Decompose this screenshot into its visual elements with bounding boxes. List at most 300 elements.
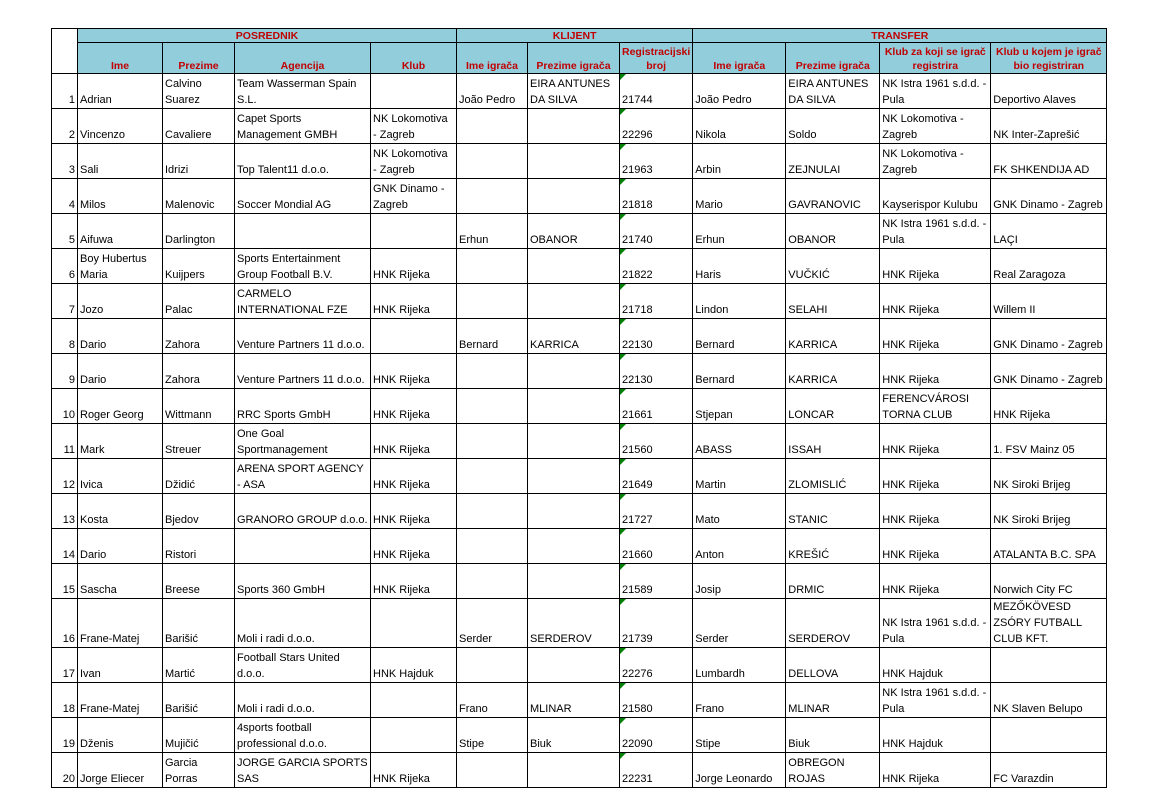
cell-klub-u-kojem: FC Varazdin xyxy=(991,753,1107,788)
header-ime: Ime xyxy=(78,43,163,74)
cell-transfer-prezime-igraca: KARRICA xyxy=(786,354,880,389)
table-row xyxy=(52,494,1107,529)
cell-ime: Frane-Matej xyxy=(78,599,163,648)
cell-klub-za-koji: NK Lokomotiva - Zagreb xyxy=(880,109,991,144)
cell-agencija: 4sports football professional d.o.o. xyxy=(235,718,371,753)
cell-agencija xyxy=(235,214,371,249)
cell-klub xyxy=(371,718,457,753)
cell-registracijski-broj xyxy=(620,284,693,319)
cell-ime-igraca xyxy=(457,249,528,284)
cell-prezime: Garcia Porras xyxy=(163,753,235,788)
cell-prezime-igraca xyxy=(528,284,620,319)
cell-klub: HNK Rijeka xyxy=(371,389,457,424)
row-number: 14 xyxy=(52,529,78,564)
cell-klub-u-kojem: NK Inter-Zaprešić xyxy=(991,109,1107,144)
header-agencija: Agencija xyxy=(235,43,371,74)
header-ime-igraca: Ime igrača xyxy=(457,43,528,74)
cell-klub-u-kojem: FK SHKENDIJA AD xyxy=(991,144,1107,179)
cell-transfer-prezime-igraca: GAVRANOVIC xyxy=(786,179,880,214)
cell-klub: HNK Rijeka xyxy=(371,284,457,319)
cell-klub-za-koji: Kayserispor Kulubu xyxy=(880,179,991,214)
row-number: 5 xyxy=(52,214,78,249)
cell-prezime-igraca: SERDEROV xyxy=(528,599,620,648)
cell-klub-u-kojem xyxy=(991,718,1107,753)
cell-agencija: Soccer Mondial AG xyxy=(235,179,371,214)
cell-transfer-ime-igraca: Frano xyxy=(693,683,786,718)
error-indicator-icon xyxy=(620,494,626,500)
cell-klub-za-koji: HNK Rijeka xyxy=(880,494,991,529)
cell-ime: Roger Georg xyxy=(78,389,163,424)
header-prezime: Prezime xyxy=(163,43,235,74)
row-number: 20 xyxy=(52,753,78,788)
group-transfer: TRANSFER xyxy=(693,29,1107,43)
error-indicator-icon xyxy=(620,214,626,220)
cell-ime-igraca xyxy=(457,179,528,214)
row-number: 12 xyxy=(52,459,78,494)
registration-number: 21718 xyxy=(622,304,653,316)
cell-ime-igraca xyxy=(457,648,528,683)
cell-ime-igraca xyxy=(457,144,528,179)
cell-prezime: Streuer xyxy=(163,424,235,459)
cell-transfer-prezime-igraca: OBANOR xyxy=(786,214,880,249)
cell-transfer-ime-igraca: Mario xyxy=(693,179,786,214)
header-prezime-igraca: Prezime igrača xyxy=(528,43,620,74)
cell-prezime: Zahora xyxy=(163,354,235,389)
registration-number: 21744 xyxy=(622,94,653,106)
row-number: 6 xyxy=(52,249,78,284)
cell-transfer-ime-igraca: Mato xyxy=(693,494,786,529)
row-number: 1 xyxy=(52,74,78,109)
cell-klub-u-kojem: GNK Dinamo - Zagreb xyxy=(991,319,1107,354)
cell-prezime-igraca: MLINAR xyxy=(528,683,620,718)
cell-registracijski-broj xyxy=(620,599,693,648)
cell-prezime: Mujičić xyxy=(163,718,235,753)
registration-number: 21818 xyxy=(622,199,653,211)
row-number: 4 xyxy=(52,179,78,214)
row-number: 19 xyxy=(52,718,78,753)
cell-klub-u-kojem: NK Siroki Brijeg xyxy=(991,459,1107,494)
cell-agencija: Sports Entertainment Group Football B.V. xyxy=(235,249,371,284)
cell-ime-igraca xyxy=(457,753,528,788)
cell-ime: Mark xyxy=(78,424,163,459)
cell-klub xyxy=(371,74,457,109)
cell-transfer-prezime-igraca: SERDEROV xyxy=(786,599,880,648)
table-row xyxy=(52,529,1107,564)
cell-agencija: One Goal Sportmanagement xyxy=(235,424,371,459)
row-number: 16 xyxy=(52,599,78,648)
error-indicator-icon xyxy=(620,529,626,535)
error-indicator-icon xyxy=(620,564,626,570)
error-indicator-icon xyxy=(620,683,626,689)
group-klijent: KLIJENT xyxy=(457,29,693,43)
cell-ime-igraca: João Pedro xyxy=(457,74,528,109)
cell-agencija: RRC Sports GmbH xyxy=(235,389,371,424)
cell-transfer-prezime-igraca: Biuk xyxy=(786,718,880,753)
cell-transfer-prezime-igraca: MLINAR xyxy=(786,683,880,718)
error-indicator-icon xyxy=(620,319,626,325)
cell-klub-u-kojem: LAÇI xyxy=(991,214,1107,249)
cell-prezime-igraca: Biuk xyxy=(528,718,620,753)
error-indicator-icon xyxy=(620,389,626,395)
cell-transfer-prezime-igraca: SELAHI xyxy=(786,284,880,319)
cell-ime: Jozo xyxy=(78,284,163,319)
cell-prezime-igraca xyxy=(528,389,620,424)
table-row xyxy=(52,214,1107,249)
cell-agencija: Capet Sports Management GMBH xyxy=(235,109,371,144)
registration-number: 21739 xyxy=(622,633,653,645)
table-row xyxy=(52,284,1107,319)
cell-agencija: Venture Partners 11 d.o.o. xyxy=(235,319,371,354)
table-row xyxy=(52,389,1107,424)
cell-transfer-prezime-igraca: ZEJNULAI xyxy=(786,144,880,179)
cell-prezime: Calvino Suarez xyxy=(163,74,235,109)
error-indicator-icon xyxy=(620,599,626,605)
cell-prezime: Idrizi xyxy=(163,144,235,179)
cell-prezime-igraca xyxy=(528,424,620,459)
cell-ime: Kosta xyxy=(78,494,163,529)
cell-registracijski-broj xyxy=(620,683,693,718)
cell-transfer-prezime-igraca: DELLOVA xyxy=(786,648,880,683)
cell-prezime-igraca xyxy=(528,648,620,683)
cell-ime: Dario xyxy=(78,354,163,389)
cell-prezime: Barišić xyxy=(163,599,235,648)
cell-ime-igraca xyxy=(457,354,528,389)
registration-number: 21589 xyxy=(622,584,653,596)
group-header-row xyxy=(52,29,1107,43)
cell-klub: HNK Rijeka xyxy=(371,529,457,564)
cell-prezime-igraca: OBANOR xyxy=(528,214,620,249)
cell-klub-za-koji: HNK Rijeka xyxy=(880,529,991,564)
registration-number: 21963 xyxy=(622,164,653,176)
cell-ime: Dario xyxy=(78,319,163,354)
registration-number: 21649 xyxy=(622,479,653,491)
cell-ime-igraca: Serder xyxy=(457,599,528,648)
column-header-row xyxy=(52,43,1107,74)
registration-number: 22090 xyxy=(622,738,653,750)
cell-registracijski-broj xyxy=(620,389,693,424)
cell-ime-igraca xyxy=(457,529,528,564)
error-indicator-icon xyxy=(620,459,626,465)
cell-prezime-igraca xyxy=(528,179,620,214)
cell-klub: HNK Hajduk xyxy=(371,648,457,683)
cell-transfer-ime-igraca: Lumbardh xyxy=(693,648,786,683)
registration-number: 22276 xyxy=(622,668,653,680)
error-indicator-icon xyxy=(620,284,626,290)
cell-ime-igraca xyxy=(457,459,528,494)
cell-ime: Ivica xyxy=(78,459,163,494)
row-number: 18 xyxy=(52,683,78,718)
cell-prezime: Zahora xyxy=(163,319,235,354)
cell-agencija: Sports 360 GmbH xyxy=(235,564,371,599)
cell-klub-za-koji: NK Istra 1961 s.d.d. - Pula xyxy=(880,599,991,648)
cell-ime-igraca: Erhun xyxy=(457,214,528,249)
cell-transfer-ime-igraca: Lindon xyxy=(693,284,786,319)
cell-prezime: Martić xyxy=(163,648,235,683)
cell-ime: Jorge Eliecer xyxy=(78,753,163,788)
cell-prezime-igraca xyxy=(528,529,620,564)
cell-transfer-ime-igraca: Nikola xyxy=(693,109,786,144)
row-number: 17 xyxy=(52,648,78,683)
cell-ime: Sali xyxy=(78,144,163,179)
cell-transfer-ime-igraca: Serder xyxy=(693,599,786,648)
cell-klub-u-kojem: Willem II xyxy=(991,284,1107,319)
row-number: 9 xyxy=(52,354,78,389)
cell-prezime: Breese xyxy=(163,564,235,599)
transfer-table xyxy=(51,28,1107,788)
cell-registracijski-broj xyxy=(620,753,693,788)
cell-ime-igraca xyxy=(457,494,528,529)
cell-klub: HNK Rijeka xyxy=(371,424,457,459)
registration-number: 22231 xyxy=(622,773,653,785)
cell-transfer-prezime-igraca: KARRICA xyxy=(786,319,880,354)
cell-transfer-prezime-igraca: STANIC xyxy=(786,494,880,529)
cell-transfer-ime-igraca: ABASS xyxy=(693,424,786,459)
table-row xyxy=(52,753,1107,788)
cell-registracijski-broj xyxy=(620,354,693,389)
cell-klub-u-kojem: Real Zaragoza xyxy=(991,249,1107,284)
table-row xyxy=(52,648,1107,683)
registration-number: 21560 xyxy=(622,444,653,456)
cell-prezime-igraca xyxy=(528,753,620,788)
table-row xyxy=(52,459,1107,494)
cell-prezime-igraca xyxy=(528,354,620,389)
cell-prezime: Wittmann xyxy=(163,389,235,424)
cell-ime: Dženis xyxy=(78,718,163,753)
cell-ime: Frane-Matej xyxy=(78,683,163,718)
cell-klub-za-koji: HNK Rijeka xyxy=(880,284,991,319)
registration-number: 21660 xyxy=(622,549,653,561)
cell-transfer-prezime-igraca: KREŠIĆ xyxy=(786,529,880,564)
cell-ime-igraca xyxy=(457,424,528,459)
cell-klub: NK Lokomotiva - Zagreb xyxy=(371,144,457,179)
error-indicator-icon xyxy=(620,354,626,360)
cell-agencija: ARENA SPORT AGENCY - ASA xyxy=(235,459,371,494)
cell-registracijski-broj xyxy=(620,214,693,249)
cell-klub-za-koji: NK Istra 1961 s.d.d. - Pula xyxy=(880,74,991,109)
cell-ime-igraca: Stipe xyxy=(457,718,528,753)
cell-klub-za-koji: HNK Rijeka xyxy=(880,459,991,494)
row-number: 7 xyxy=(52,284,78,319)
cell-registracijski-broj xyxy=(620,179,693,214)
row-number: 10 xyxy=(52,389,78,424)
cell-prezime: Cavaliere xyxy=(163,109,235,144)
cell-transfer-ime-igraca: Arbin xyxy=(693,144,786,179)
registration-number: 21661 xyxy=(622,409,653,421)
table-row xyxy=(52,249,1107,284)
row-number: 2 xyxy=(52,109,78,144)
cell-prezime: Ristori xyxy=(163,529,235,564)
cell-transfer-prezime-igraca: LONCAR xyxy=(786,389,880,424)
row-number: 13 xyxy=(52,494,78,529)
cell-prezime-igraca xyxy=(528,144,620,179)
cell-registracijski-broj xyxy=(620,424,693,459)
cell-transfer-ime-igraca: Josip xyxy=(693,564,786,599)
cell-klub-za-koji: HNK Rijeka xyxy=(880,249,991,284)
row-number: 8 xyxy=(52,319,78,354)
table-row xyxy=(52,179,1107,214)
table-row xyxy=(52,354,1107,389)
cell-prezime-igraca xyxy=(528,109,620,144)
cell-transfer-ime-igraca: Stjepan xyxy=(693,389,786,424)
cell-transfer-prezime-igraca: ISSAH xyxy=(786,424,880,459)
cell-prezime-igraca xyxy=(528,249,620,284)
cell-registracijski-broj xyxy=(620,564,693,599)
registration-number: 21740 xyxy=(622,234,653,246)
cell-klub-u-kojem xyxy=(991,648,1107,683)
cell-registracijski-broj xyxy=(620,109,693,144)
registration-number: 21580 xyxy=(622,703,653,715)
cell-agencija: Venture Partners 11 d.o.o. xyxy=(235,354,371,389)
cell-agencija: Top Talent11 d.o.o. xyxy=(235,144,371,179)
cell-klub: HNK Rijeka xyxy=(371,753,457,788)
registration-number: 21822 xyxy=(622,269,653,281)
cell-registracijski-broj xyxy=(620,249,693,284)
cell-klub-za-koji: HNK Hajduk xyxy=(880,718,991,753)
table-row xyxy=(52,319,1107,354)
cell-klub-u-kojem: 1. FSV Mainz 05 xyxy=(991,424,1107,459)
cell-prezime: Kuijpers xyxy=(163,249,235,284)
cell-registracijski-broj xyxy=(620,494,693,529)
cell-registracijski-broj xyxy=(620,459,693,494)
cell-prezime: Bjedov xyxy=(163,494,235,529)
cell-ime: Boy Hubertus Maria xyxy=(78,249,163,284)
cell-agencija xyxy=(235,529,371,564)
table-row xyxy=(52,109,1107,144)
error-indicator-icon xyxy=(620,249,626,255)
header-klub-u-kojem: Klub u kojem je igrač bio registriran xyxy=(991,43,1107,74)
cell-klub: HNK Rijeka xyxy=(371,494,457,529)
table-row xyxy=(52,74,1107,109)
error-indicator-icon xyxy=(620,144,626,150)
registration-number: 21727 xyxy=(622,514,653,526)
cell-transfer-prezime-igraca: EIRA ANTUNES DA SILVA xyxy=(786,74,880,109)
cell-registracijski-broj xyxy=(620,529,693,564)
cell-klub: GNK Dinamo - Zagreb xyxy=(371,179,457,214)
cell-agencija: Football Stars United d.o.o. xyxy=(235,648,371,683)
cell-klub-za-koji: HNK Rijeka xyxy=(880,319,991,354)
group-posrednik: POSREDNIK xyxy=(78,29,457,43)
cell-transfer-prezime-igraca: VUČKIĆ xyxy=(786,249,880,284)
cell-klub: HNK Rijeka xyxy=(371,459,457,494)
cell-transfer-ime-igraca: Jorge Leonardo xyxy=(693,753,786,788)
cell-ime-igraca: Bernard xyxy=(457,319,528,354)
cell-klub-za-koji: FERENCVÁROSI TORNA CLUB xyxy=(880,389,991,424)
cell-prezime: Palac xyxy=(163,284,235,319)
cell-transfer-ime-igraca: Erhun xyxy=(693,214,786,249)
row-number: 15 xyxy=(52,564,78,599)
cell-klub-u-kojem: MEZŐKÖVESD ZSÓRY FUTBALL CLUB KFT. xyxy=(991,599,1107,648)
cell-klub xyxy=(371,599,457,648)
cell-klub-u-kojem: Norwich City FC xyxy=(991,564,1107,599)
cell-prezime: Džidić xyxy=(163,459,235,494)
header-transfer-ime-igraca: Ime igrača xyxy=(693,43,786,74)
cell-klub-u-kojem: GNK Dinamo - Zagreb xyxy=(991,354,1107,389)
cell-ime: Vincenzo xyxy=(78,109,163,144)
cell-klub-za-koji: HNK Rijeka xyxy=(880,753,991,788)
cell-klub-u-kojem: HNK Rijeka xyxy=(991,389,1107,424)
cell-transfer-ime-igraca: Anton xyxy=(693,529,786,564)
cell-ime-igraca: Frano xyxy=(457,683,528,718)
cell-transfer-ime-igraca: Bernard xyxy=(693,319,786,354)
cell-agencija: CARMELO INTERNATIONAL FZE xyxy=(235,284,371,319)
row-number: 11 xyxy=(52,424,78,459)
error-indicator-icon xyxy=(620,718,626,724)
cell-klub xyxy=(371,319,457,354)
cell-klub: HNK Rijeka xyxy=(371,564,457,599)
cell-transfer-prezime-igraca: Soldo xyxy=(786,109,880,144)
table-row xyxy=(52,718,1107,753)
error-indicator-icon xyxy=(620,648,626,654)
error-indicator-icon xyxy=(620,179,626,185)
table-body xyxy=(52,74,1107,788)
row-number: 3 xyxy=(52,144,78,179)
registration-number: 22130 xyxy=(622,374,653,386)
header-klub-za-koji: Klub za koji se igrač registrira xyxy=(880,43,991,74)
table-row xyxy=(52,683,1107,718)
cell-transfer-ime-igraca: Stipe xyxy=(693,718,786,753)
cell-registracijski-broj xyxy=(620,648,693,683)
cell-prezime-igraca xyxy=(528,564,620,599)
cell-prezime: Darlington xyxy=(163,214,235,249)
cell-ime-igraca xyxy=(457,564,528,599)
registration-number: 22296 xyxy=(622,129,653,141)
cell-klub-za-koji: NK Istra 1961 s.d.d. - Pula xyxy=(880,214,991,249)
registration-number: 22130 xyxy=(622,339,653,351)
cell-agencija: JORGE GARCIA SPORTS SAS xyxy=(235,753,371,788)
cell-klub: HNK Rijeka xyxy=(371,354,457,389)
cell-klub-za-koji: HNK Rijeka xyxy=(880,354,991,389)
cell-prezime-igraca: KARRICA xyxy=(528,319,620,354)
cell-agencija: Team Wasserman Spain S.L. xyxy=(235,74,371,109)
cell-transfer-prezime-igraca: OBREGON ROJAS xyxy=(786,753,880,788)
cell-klub-za-koji: NK Istra 1961 s.d.d. - Pula xyxy=(880,683,991,718)
cell-prezime: Malenovic xyxy=(163,179,235,214)
cell-prezime: Barišić xyxy=(163,683,235,718)
cell-agencija: GRANORO GROUP d.o.o. xyxy=(235,494,371,529)
cell-registracijski-broj xyxy=(620,718,693,753)
cell-agencija: Moli i radi d.o.o. xyxy=(235,599,371,648)
cell-ime: Aifuwa xyxy=(78,214,163,249)
error-indicator-icon xyxy=(620,74,626,80)
cell-transfer-prezime-igraca: DRMIC xyxy=(786,564,880,599)
cell-transfer-prezime-igraca: ZLOMISLIĆ xyxy=(786,459,880,494)
table-row xyxy=(52,599,1107,648)
error-indicator-icon xyxy=(620,109,626,115)
cell-klub xyxy=(371,214,457,249)
cell-klub-za-koji: HNK Rijeka xyxy=(880,424,991,459)
cell-ime: Sascha xyxy=(78,564,163,599)
cell-transfer-ime-igraca: Martin xyxy=(693,459,786,494)
cell-transfer-ime-igraca: João Pedro xyxy=(693,74,786,109)
header-klub: Klub xyxy=(371,43,457,74)
header-registracijski-broj: Registracijski broj xyxy=(620,43,693,74)
cell-klub xyxy=(371,683,457,718)
cell-ime: Dario xyxy=(78,529,163,564)
cell-ime-igraca xyxy=(457,284,528,319)
cell-klub-u-kojem: Deportivo Alaves xyxy=(991,74,1107,109)
cell-ime: Ivan xyxy=(78,648,163,683)
table-row xyxy=(52,424,1107,459)
cell-klub-u-kojem: NK Slaven Belupo xyxy=(991,683,1107,718)
table-row xyxy=(52,564,1107,599)
cell-prezime-igraca: EIRA ANTUNES DA SILVA xyxy=(528,74,620,109)
error-indicator-icon xyxy=(620,424,626,430)
cell-klub-za-koji: HNK Hajduk xyxy=(880,648,991,683)
cell-klub: NK Lokomotiva - Zagreb xyxy=(371,109,457,144)
cell-klub: HNK Rijeka xyxy=(371,249,457,284)
cell-klub-u-kojem: ATALANTA B.C. SPA xyxy=(991,529,1107,564)
cell-registracijski-broj xyxy=(620,74,693,109)
